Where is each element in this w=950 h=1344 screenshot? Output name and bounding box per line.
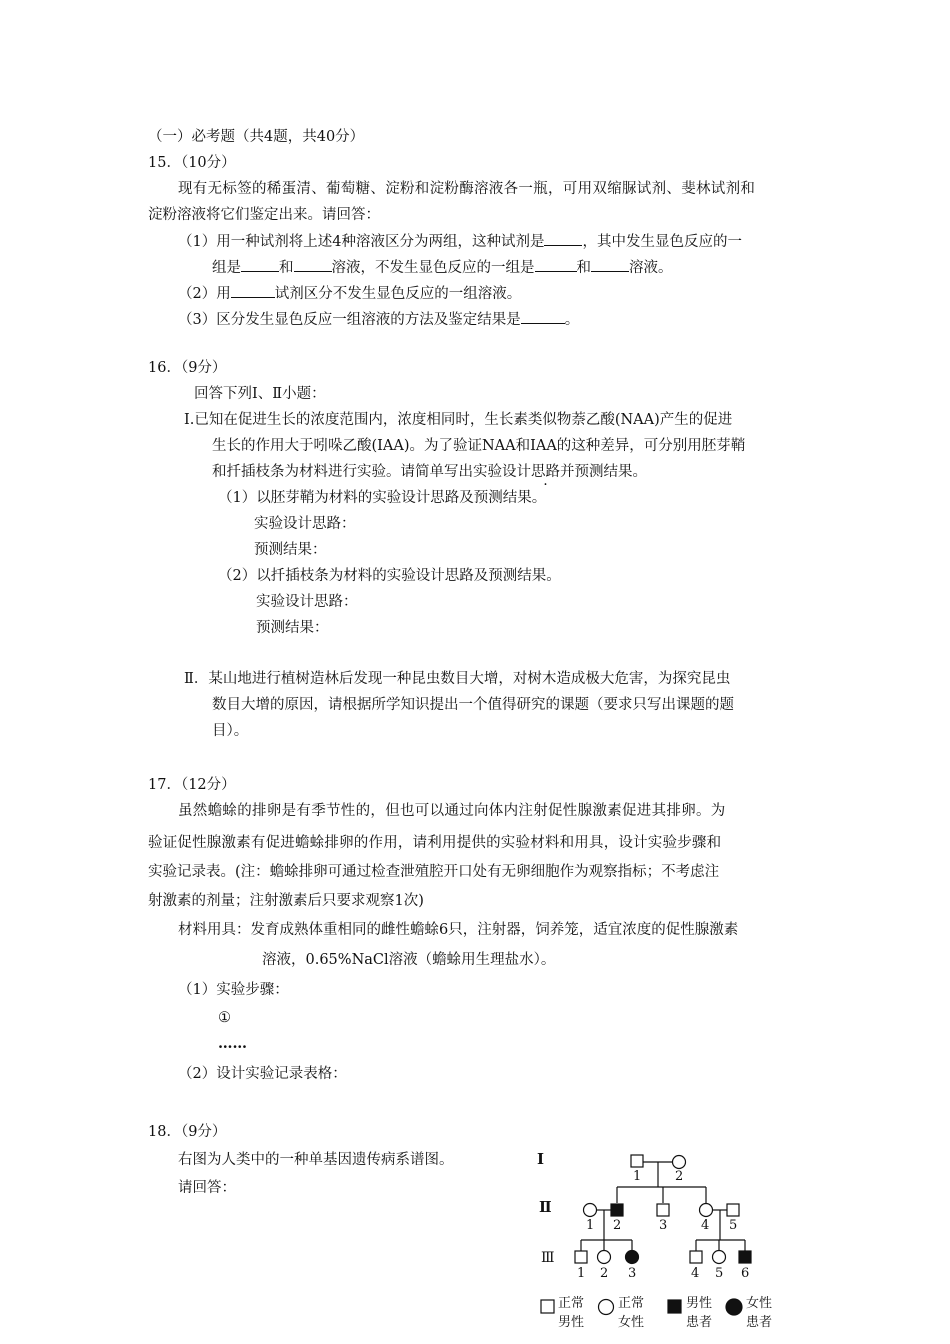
q15-part3-text-b: 。: [564, 312, 580, 328]
pedigree-II1-normal-female: [584, 1204, 597, 1217]
legend-normal-female-symbol: [599, 1300, 614, 1315]
pedigree-II3-normal-male: [657, 1204, 669, 1216]
q18-para-line-1: 右图为人类中的一种单基因遗传病系谱图。: [178, 1152, 454, 1168]
pedigree-I2-normal-female: [673, 1156, 686, 1169]
q16-i-text-c: 并预测结果。: [560, 464, 647, 480]
label-II1: 1: [586, 1218, 595, 1233]
label-II2: 2: [613, 1218, 622, 1233]
label-II3: 3: [659, 1218, 668, 1233]
label-III1: 1: [577, 1266, 586, 1281]
pedigree-II5-normal-male: [727, 1204, 739, 1216]
q16-heading: 16．（9分）: [148, 360, 227, 376]
pedigree-III2-normal-female: [598, 1251, 611, 1264]
pedigree-II4-normal-female: [700, 1204, 713, 1217]
legend-affected-male-line-2: 患者: [686, 1315, 713, 1330]
q17-materials-line-2: 溶液，0.65%NaCl溶液（蟾蜍用生理盐水）。: [262, 952, 556, 968]
label-II4: 4: [701, 1218, 710, 1233]
q16-i-text-a: 和扦插枝条为材料进行实验。请简单写出实验设计: [212, 464, 531, 480]
q17-ellipsis: ……: [218, 1035, 247, 1052]
legend-normal-male-line-1: 正常: [558, 1296, 585, 1311]
q17-step-1: ①: [218, 1010, 231, 1026]
q15-part2-text-b: 试剂区分不发生显色反应的一组溶液。: [274, 286, 522, 302]
legend-normal-female-line-1: 正常: [618, 1296, 645, 1311]
q18-para-line-2: 请回答：: [178, 1180, 236, 1196]
q15-part1-text-d: 和: [279, 260, 294, 276]
q16-i-emphasis-text: 思路: [531, 464, 560, 480]
legend-normal-male-symbol: [541, 1300, 554, 1313]
q17-table-label: （2）设计实验记录表格：: [178, 1066, 347, 1082]
q16-ii-line-3: 目）。: [212, 723, 249, 739]
q17-para-line-4: 射激素的剂量；注射激素后只要求观察1次): [148, 893, 424, 909]
q17-para-line-3: 实验记录表。(注：蟾蜍排卵可通过检查泄殖腔开口处有无卵细胞作为观察指标；不考虑注: [148, 864, 720, 880]
generation-I-label: Ⅰ: [537, 1150, 545, 1168]
pedigree-II2-affected-male: [611, 1204, 623, 1216]
label-I1: 1: [633, 1169, 642, 1184]
label-III3: 3: [628, 1266, 637, 1281]
pedigree-III3-affected-female: [626, 1251, 639, 1264]
q15-heading: 15．（10分）: [148, 155, 236, 171]
pedigree-III1-normal-male: [575, 1251, 587, 1263]
q16-i-line-2: 生长的作用大于吲哚乙酸(IAA)。为了验证NAA和IAA的这种差异，可分别用胚芽鞘: [212, 438, 746, 454]
legend-affected-female-line-2: 患者: [746, 1315, 773, 1330]
q16-sub2-result: 预测结果：: [256, 620, 329, 636]
legend-normal-male-line-2: 男性: [558, 1315, 585, 1330]
q15-intro-line-2: 淀粉溶液将它们鉴定出来。请回答：: [148, 207, 380, 223]
q16-intro: 回答下列Ⅰ、Ⅱ小题：: [194, 386, 326, 402]
pedigree-III6-affected-male: [739, 1251, 751, 1263]
q15-part1-text-f: 和: [576, 260, 591, 276]
q16-sub1: （1）以胚芽鞘为材料的实验设计思路及预测结果。: [218, 490, 547, 506]
q15-part1-text-e: 溶液，不发生显色反应的一组是: [331, 260, 535, 276]
label-I2: 2: [675, 1169, 684, 1184]
q15-part1-text-c: 组是: [212, 260, 241, 276]
label-III5: 5: [715, 1266, 724, 1281]
legend-affected-male-line-1: 男性: [686, 1296, 713, 1311]
q18-heading: 18．（9分）: [148, 1124, 227, 1140]
q15-part1-text-g: 溶液。: [629, 260, 673, 276]
q15-intro-line-1: 现有无标签的稀蛋清、葡萄糖、淀粉和淀粉酶溶液各一瓶，可用双缩脲试剂、斐林试剂和: [178, 181, 756, 197]
q16-sub2: （2）以扦插枝条为材料的实验设计思路及预测结果。: [218, 568, 561, 584]
pedigree-III4-normal-male: [690, 1251, 702, 1263]
q16-i-line-1: Ⅰ.已知在促进生长的浓度范围内，浓度相同时，生长素类似物萘乙酸(NAA)产生的促进: [184, 412, 733, 428]
label-II5: 5: [729, 1218, 738, 1233]
generation-II-label: Ⅱ: [539, 1198, 552, 1216]
legend-affected-female-line-1: 女性: [746, 1296, 773, 1311]
q16-ii-line-2: 数目大增的原因，请根据所学知识提出一个值得研究的课题（要求只写出课题的题: [212, 697, 734, 713]
label-III6: 6: [741, 1266, 750, 1281]
pedigree-III5-normal-female: [713, 1251, 726, 1264]
q17-steps-label: （1）实验步骤：: [178, 982, 289, 998]
q16-sub1-design: 实验设计思路：: [254, 516, 356, 532]
generation-III-label: Ⅲ: [541, 1250, 555, 1266]
q16-sub1-result: 预测结果：: [254, 542, 327, 558]
q15-part2-text-a: （2）用: [178, 286, 231, 302]
q17-para-line-2: 验证促性腺激素有促进蟾蜍排卵的作用，请利用提供的实验材料和用具，设计实验步骤和: [148, 835, 722, 851]
q17-materials-line-1: 材料用具：发育成熟体重相同的雌性蟾蜍6只，注射器，饲养笼，适宜浓度的促性腺激素: [178, 922, 739, 938]
q17-heading: 17．（12分）: [148, 777, 236, 793]
q16-sub2-design: 实验设计思路：: [256, 594, 358, 610]
label-III4: 4: [691, 1266, 700, 1281]
q15-part1-text-a: （1）用一种试剂将上述4种溶液区分为两组，这种试剂是: [178, 234, 545, 250]
q16-ii-line-1: Ⅱ．某山地进行植树造林后发现一种昆虫数目大增，对树木造成极大危害，为探究昆虫: [184, 671, 731, 687]
legend-affected-male-symbol: [668, 1300, 681, 1313]
label-III2: 2: [600, 1266, 609, 1281]
section-title: （一）必考题（共4题，共40分）: [148, 129, 365, 145]
q15-part3-text-a: （3）区分发生显色反应一组溶液的方法及鉴定结果是: [178, 312, 521, 328]
legend-normal-female-line-2: 女性: [618, 1315, 645, 1330]
q17-para-line-1: 虽然蟾蜍的排卵是有季节性的，但也可以通过向体内注射促性腺激素促进其排卵。为: [178, 803, 726, 819]
legend-affected-female-symbol: [726, 1299, 742, 1315]
pedigree-I1-normal-male: [631, 1155, 643, 1167]
q15-part1-text-b: ，其中发生显色反应的一: [582, 234, 742, 250]
